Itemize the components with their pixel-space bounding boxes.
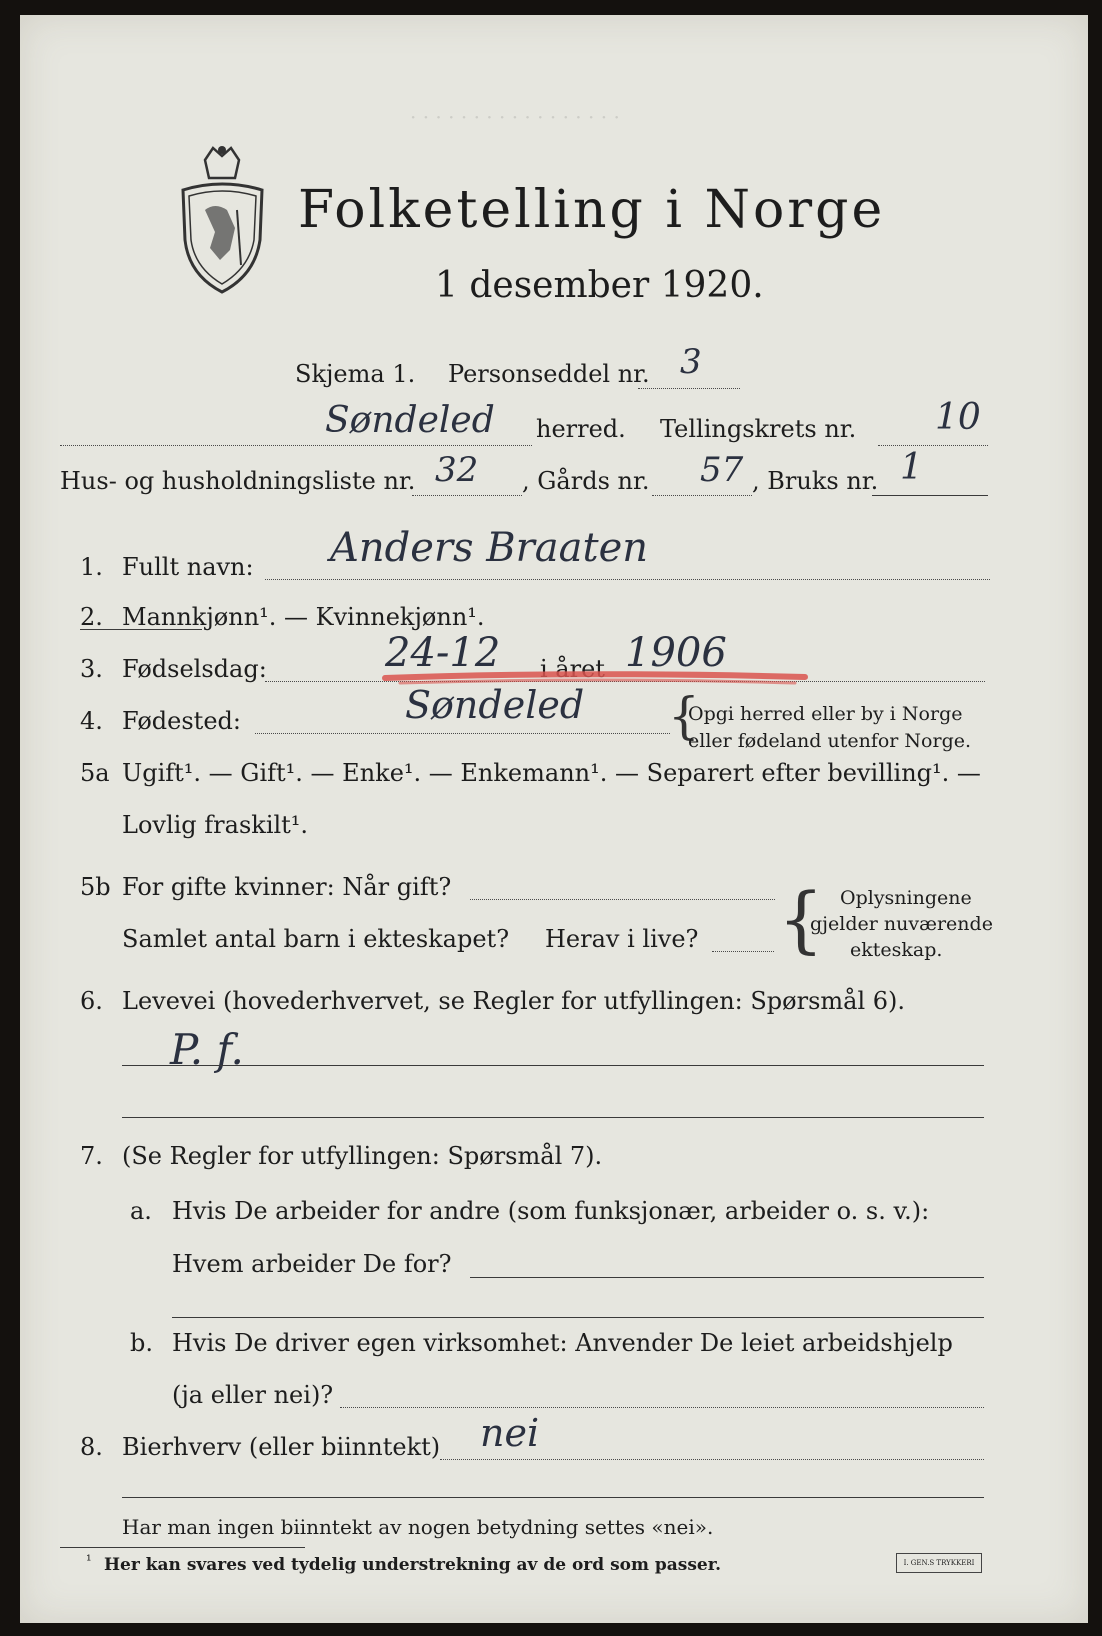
q5b-brace: { bbox=[778, 877, 824, 961]
footnote-text: Her kan svares ved tydelig understrekning av de ord som passer. bbox=[104, 1555, 722, 1575]
q5b-number: 5b bbox=[80, 873, 111, 901]
birth-year-value[interactable]: 1906 bbox=[625, 630, 727, 676]
printer-stamp: I. GEN.S TRYKKERI bbox=[896, 1553, 982, 1573]
q7a-line1 bbox=[470, 1277, 984, 1278]
q5b-label: For gifte kvinner: Når gift? bbox=[122, 873, 452, 901]
q5a-label: Ugift¹. — Gift¹. — Enke¹. — Enkemann¹. — Separert efter bevilling¹. — bbox=[122, 759, 981, 787]
census-form bbox=[20, 15, 1088, 1623]
q4-note-line1: Opgi herred eller by i Norge bbox=[688, 703, 963, 725]
q1-number: 1. bbox=[80, 553, 103, 581]
q6-label: Levevei (hovederhvervet, se Regler for utfyllingen: Spørsmål 6). bbox=[122, 987, 906, 1015]
form-title: Folketelling i Norge bbox=[298, 180, 886, 240]
q4-number: 4. bbox=[80, 707, 103, 735]
q8-number: 8. bbox=[80, 1433, 103, 1461]
q6-number: 6. bbox=[80, 987, 103, 1015]
personseddel-label: Personseddel nr. bbox=[448, 360, 650, 388]
personseddel-value[interactable]: 3 bbox=[680, 342, 702, 382]
q4-brace: { bbox=[668, 687, 700, 745]
norway-coat-of-arms-icon bbox=[175, 140, 270, 295]
q5b-note3: ekteskap. bbox=[850, 939, 943, 961]
q7a-label2: Hvem arbeider De for? bbox=[172, 1250, 452, 1278]
hus-label: Hus- og husholdningsliste nr. bbox=[60, 467, 416, 495]
q7b-line bbox=[340, 1407, 984, 1408]
q8-line bbox=[440, 1459, 984, 1460]
bruks-label: , Bruks nr. bbox=[752, 467, 879, 495]
q6-line1 bbox=[122, 1065, 984, 1066]
q4-label: Fødested: bbox=[122, 707, 241, 735]
gards-value[interactable]: 57 bbox=[700, 450, 744, 490]
q8-label: Bierhverv (eller biinntekt) bbox=[122, 1433, 441, 1461]
q7-number: 7. bbox=[80, 1142, 103, 1170]
footnote-rule bbox=[60, 1547, 305, 1548]
q5b-note2: gjelder nuværende bbox=[810, 913, 993, 935]
q7b-letter: b. bbox=[130, 1329, 153, 1357]
q5b-line2 bbox=[712, 951, 774, 952]
q7a-label: Hvis De arbeider for andre (som funksjonær, arbeider o. s. v.): bbox=[172, 1197, 930, 1225]
q6-line2 bbox=[122, 1117, 984, 1118]
full-name-value[interactable]: Anders Braaten bbox=[330, 525, 649, 571]
hus-value[interactable]: 32 bbox=[435, 450, 479, 490]
tellingskrets-value[interactable]: 10 bbox=[935, 397, 981, 438]
herred-line bbox=[60, 445, 532, 446]
herred-value[interactable]: Søndeled bbox=[325, 400, 495, 441]
birthplace-value[interactable]: Søndeled bbox=[405, 683, 585, 727]
q2-label: Mannkjønn¹. — Kvinnekjønn¹. bbox=[122, 603, 485, 631]
tellingskrets-line bbox=[878, 445, 988, 446]
biinntekt-note: Har man ingen biinntekt av nogen betydning settes «nei». bbox=[122, 1515, 714, 1539]
q5b-line1 bbox=[470, 899, 775, 900]
bruks-value[interactable]: 1 bbox=[900, 447, 923, 488]
skjema-label: Skjema 1. bbox=[295, 360, 416, 388]
q1-line bbox=[265, 579, 990, 580]
q5a-label2: Lovlig fraskilt¹. bbox=[122, 811, 309, 839]
hus-line bbox=[412, 495, 522, 496]
q5a-number: 5a bbox=[80, 759, 110, 787]
bruks-line bbox=[872, 495, 988, 496]
q5b-label3: Herav i live? bbox=[545, 925, 699, 953]
q3-label: Fødselsdag: bbox=[122, 655, 267, 683]
q4-line bbox=[255, 733, 670, 734]
q2-underline-mannkjonn bbox=[80, 629, 202, 630]
q7-label: (Se Regler for utfyllingen: Spørsmål 7). bbox=[122, 1142, 603, 1170]
bleed-through-text: · · · · · · · · · · · · · · · · · bbox=[410, 105, 620, 129]
q5b-label2: Samlet antal barn i ekteskapet? bbox=[122, 925, 510, 953]
q1-label: Fullt navn: bbox=[122, 553, 254, 581]
q2-number: 2. bbox=[80, 603, 103, 631]
q3-number: 3. bbox=[80, 655, 103, 683]
year-label: i året bbox=[540, 655, 605, 683]
occupation-value[interactable]: P. f. bbox=[170, 1025, 244, 1074]
side-income-value[interactable]: nei bbox=[480, 1411, 540, 1455]
gards-line bbox=[652, 495, 752, 496]
q7a-line2 bbox=[172, 1317, 984, 1318]
q7a-letter: a. bbox=[130, 1197, 152, 1225]
q7b-label: Hvis De driver egen virksomhet: Anvender De leiet arbeidshjelp bbox=[172, 1329, 953, 1357]
gards-label: , Gårds nr. bbox=[522, 467, 650, 495]
footnote-mark: ¹ bbox=[86, 1553, 92, 1569]
q8-line2 bbox=[122, 1497, 984, 1498]
personseddel-line bbox=[638, 388, 740, 389]
herred-label: herred. bbox=[536, 415, 626, 443]
q7b-label2: (ja eller nei)? bbox=[172, 1381, 334, 1409]
birthday-value[interactable]: 24-12 bbox=[385, 630, 501, 676]
q4-note-line2: eller fødeland utenfor Norge. bbox=[688, 730, 972, 752]
q5b-note1: Oplysningene bbox=[840, 887, 972, 909]
tellingskrets-label: Tellingskrets nr. bbox=[660, 415, 857, 443]
census-date: 1 desember 1920. bbox=[435, 265, 764, 306]
